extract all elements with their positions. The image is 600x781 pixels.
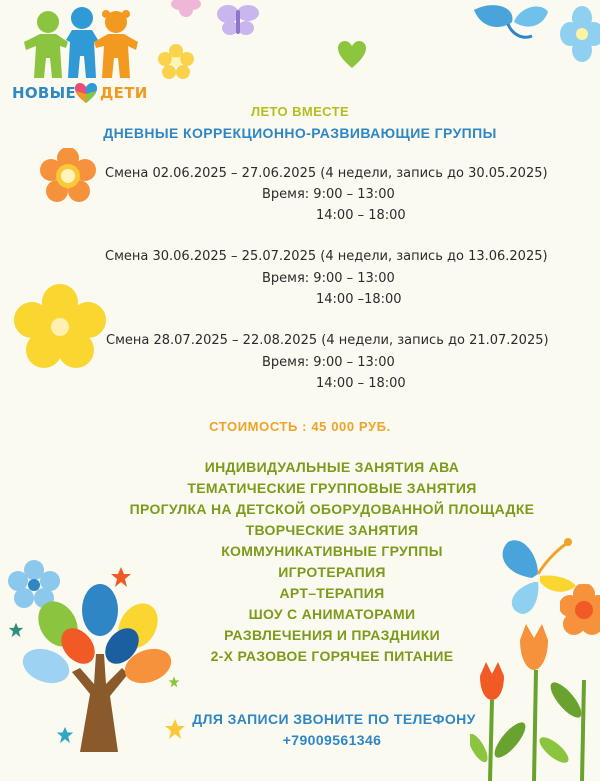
service-item: 2-Х РАЗОВОЕ ГОРЯЧЕЕ ПИТАНИЕ [210,648,454,664]
title-summer-together: ЛЕТО ВМЕСТЕ [250,104,350,119]
session-2-time-2: 14:00 –18:00 [316,292,402,307]
service-item: ИГРОТЕРАПИЯ [278,564,386,580]
heart-puzzle-icon [74,82,98,104]
service-item: ИНДИВИДУАЛЬНЫЕ ЗАНЯТИЯ АВА [204,459,460,475]
phone-number[interactable]: +79009561346 [282,732,382,748]
tulip-icon [470,620,600,781]
service-item: КОММУНИКАТИВНЫЕ ГРУППЫ [221,543,443,559]
session-1-title: Смена 02.06.2025 – 27.06.2025 (4 недели, запись до 30.05.2025) [105,166,548,181]
session-2-time-1: Время: 9:00 – 13:00 [262,271,395,286]
contact-label: ДЛЯ ЗАПИСИ ЗВОНИТЕ ПО ТЕЛЕФОНУ [192,711,476,727]
butterfly-icon [216,4,260,38]
service-item: РАЗВЛЕЧЕНИЯ И ПРАЗДНИКИ [224,627,440,643]
flower-icon [14,284,106,370]
price: СТОИМОСТЬ : 45 000 РУБ. [209,419,391,434]
flower-icon [552,6,600,66]
flower-icon [166,0,206,20]
heart-icon [336,40,368,70]
session-3-time-1: Время: 9:00 – 13:00 [262,355,395,370]
service-item: ТЕМАТИЧЕСКИЕ ГРУППОВЫЕ ЗАНЯТИЯ [187,480,477,496]
logo-word-1: НОВЫЕ [12,84,77,102]
logo [6,6,151,106]
session-2-title: Смена 30.06.2025 – 25.07.2025 (4 недели, запись до 13.06.2025) [105,249,548,264]
logo-text [12,82,154,106]
logo-word-2: ДЕТИ [100,84,148,102]
title-day-groups: ДНЕВНЫЕ КОРРЕКЦИОННО-РАЗВИВАЮЩИЕ ГРУППЫ [103,125,497,141]
session-1-time-2: 14:00 – 18:00 [316,208,406,223]
kids-logo-icon [22,6,142,82]
service-item: ПРОГУЛКА НА ДЕТСКОЙ ОБОРУДОВАННОЙ ПЛОЩАДКЕ [129,501,535,517]
service-item: АРТ–ТЕРАПИЯ [279,585,385,601]
butterfly-icon [472,0,552,46]
service-item: ШОУ С АНИМАТОРАМИ [248,606,416,622]
session-3-title: Смена 28.07.2025 – 22.08.2025 (4 недели, запись до 21.07.2025) [106,333,549,348]
service-item: ТВОРЧЕСКИЕ ЗАНЯТИЯ [245,522,419,538]
session-1-time-1: Время: 9:00 – 13:00 [262,187,395,202]
flower-icon [40,148,96,204]
session-3-time-2: 14:00 – 18:00 [316,376,406,391]
flower-icon [158,44,194,80]
